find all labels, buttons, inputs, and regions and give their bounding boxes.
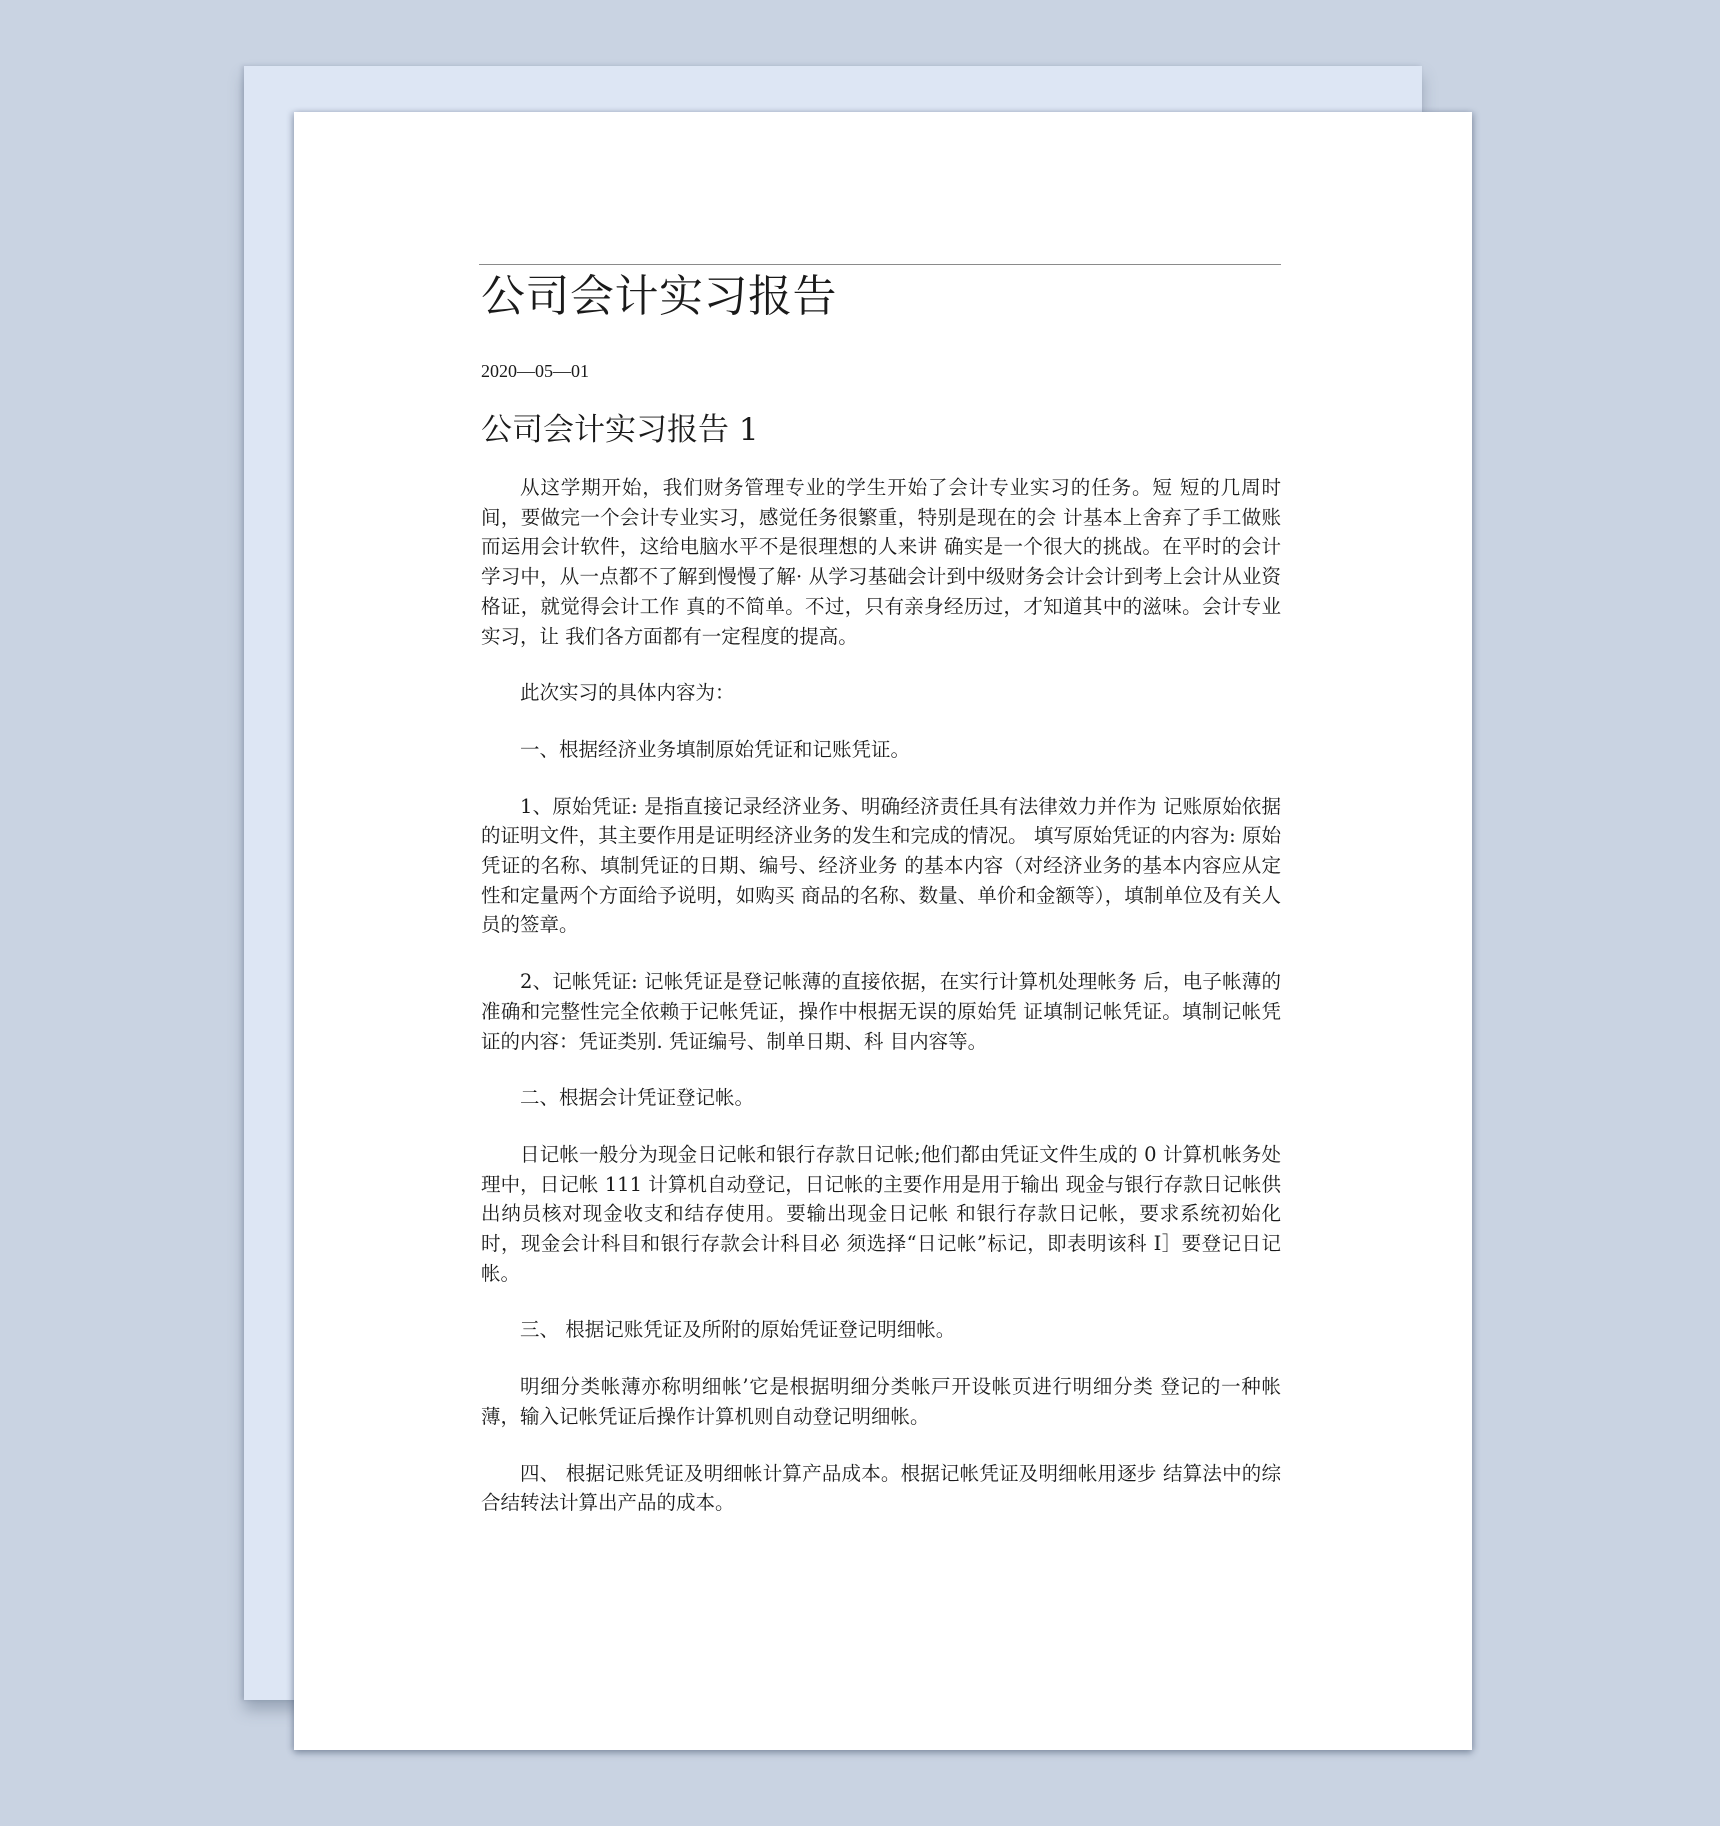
paragraph-heading-4: 四、 根据记账凭证及明细帐计算产品成本。根据记帐凭证及明细帐用逐步 结算法中的综合结转法计算出产品的成本。 bbox=[481, 1461, 1281, 1515]
document-page bbox=[294, 112, 1472, 1750]
header-rule bbox=[479, 264, 1281, 265]
paragraph-original-voucher: 1、原始凭证: 是指直接记录经济业务、明确经济责任具有法律效力并作为 记账原始依据的证明文件，其主要作用是证明经济业务的发生和完成的情况。 填写原始凭证的内容为: 原始凭证的名称、填制凭证的日期、编号、经济业务 的基本内容（对经济业务的基本内容应从定性和定量两个方面给予说明，如购买 商品的名称、数量、单价和金额等），填制单位及有关人员的签章。 bbox=[481, 794, 1281, 937]
document-title: 公司会计实习报告 bbox=[481, 271, 837, 322]
section-title: 公司会计实习报告 1 bbox=[481, 412, 759, 448]
paragraph-content-intro: 此次实习的具体内容为： bbox=[520, 681, 735, 705]
document-content bbox=[481, 264, 1281, 1518]
paragraph-heading-3: 三、 根据记账凭证及所附的原始凭证登记明细帐。 bbox=[520, 1318, 956, 1342]
document-date: 2020—05—01 bbox=[481, 361, 589, 381]
paragraph-journal: 日记帐一般分为现金日记帐和银行存款日记帐;他们都由凭证文件生成的 0 计算机帐务处理中，日记帐 111 计算机自动登记，日记帐的主要作用是用于输出 现金与银行存款日记帐供出纳员核对现金收支和结存使用。要输出现金日记帐 和银行存款日记帐，要求系统初始化时，现金会计科目和银行存款会计科目必 须选择“日记帐”标记，即表明该科 I］要登记日记帐。 bbox=[481, 1142, 1281, 1285]
paragraph-heading-1: 一、根据经济业务填制原始凭证和记账凭证。 bbox=[520, 737, 911, 761]
paragraph-heading-2: 二、根据会计凭证登记帐。 bbox=[520, 1086, 755, 1110]
paragraph-bookkeeping-voucher: 2、记帐凭证: 记帐凭证是登记帐薄的直接依据，在实行计算机处理帐务 后，电子帐薄的准确和完整性完全依赖于记帐凭证，操作中根据无误的原始凭 证填制记帐凭证。填制记帐凭证的内容：凭证类别. 凭证编号、制单日期、科 目内容等。 bbox=[481, 970, 1281, 1053]
paragraph-detail-ledger: 明细分类帐薄亦称明细帐’它是根据明细分类帐戸开设帐页进行明细分类 登记的一种帐薄，输入记帐凭证后操作计算机则自动登记明细帐。 bbox=[481, 1375, 1281, 1428]
paragraph-intro: 从这学期开始，我们财务管理专业的学生开始了会计专业实习的任务。短 短的几周时间，要做完一个会计专业实习，感觉任务很繁重，特别是现在的会 计基本上舍弃了手工做账而运用会计软件，这给电脑水平不是很理想的人来讲 确实是一个很大的挑战。在平时的会计学习中，从一点都不了解到慢慢了解· 从学习基础会计到中级财务会计会计到考上会计从业资格证，就觉得会计工作 真的不简单。不过，只有亲身经历过，才知道其中的滋味。会计专业实习，让 我们各方面都有一定程度的提高。 bbox=[481, 476, 1281, 648]
